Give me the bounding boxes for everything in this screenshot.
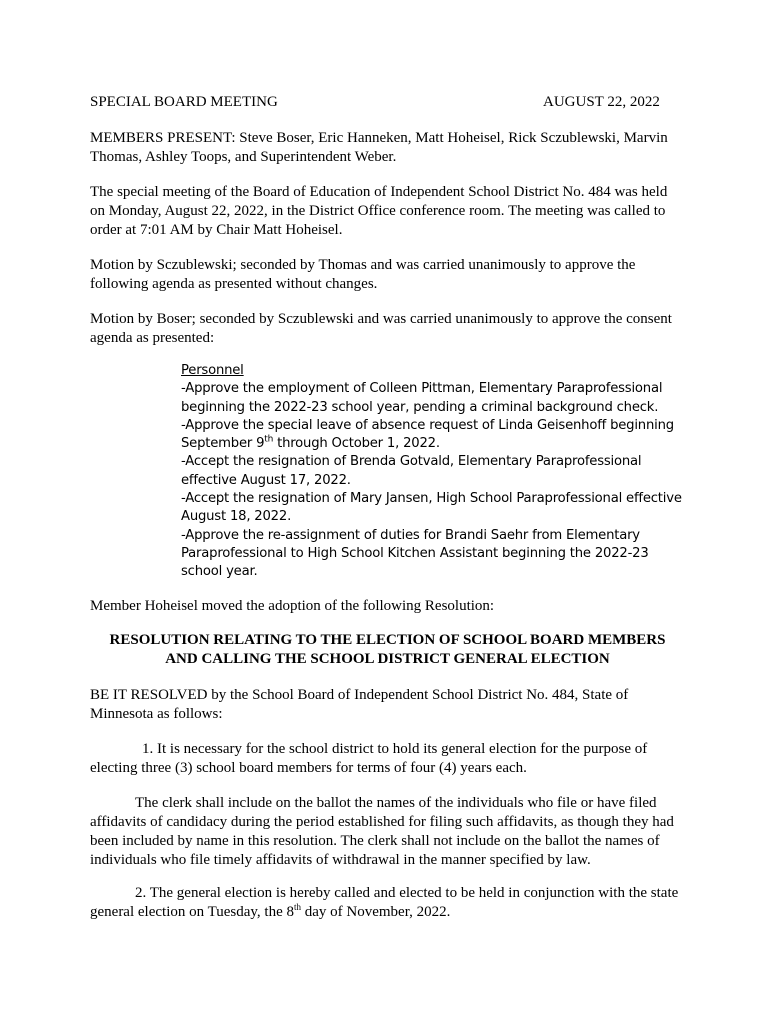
members-present: MEMBERS PRESENT: Steve Boser, Eric Hanneken, Matt Hoheisel, Rick Sczublewski, Marvin Thomas, Ashley Toops, and Superintendent Weber. <box>90 130 668 165</box>
consent-item-4: -Accept the resignation of Mary Jansen, High School Paraprofessional effective August 18, 2022. <box>181 491 682 525</box>
resolution-point-2 <box>90 884 685 922</box>
meeting-date: AUGUST 22, 2022 <box>543 94 660 110</box>
intro-paragraph: The special meeting of the Board of Education of Independent School District No. 484 was held on Monday, August 22, 2022, in the District Office conference room. The meeting was called to order at 7:01 AM by Chair Matt Hoheisel. <box>90 184 668 238</box>
motion-consent: Motion by Boser; seconded by Sczublewski and was carried unanimously to approve the consent agenda as presented: <box>90 311 672 346</box>
point-2-text: 2. The general election is hereby called and elected to be held in conjunction with the state general election on Tuesday, the 8 <box>90 885 679 920</box>
consent-item-2 <box>181 417 691 454</box>
consent-item-2-sup: th <box>264 434 274 445</box>
resolution-title-line-2: AND CALLING THE SCHOOL DISTRICT GENERAL ELECTION <box>165 651 610 667</box>
consent-heading: Personnel <box>181 363 244 378</box>
clerk-paragraph: The clerk shall include on the ballot the names of the individuals who file or have filed affidavits of candidacy during the period established for filing such affidavits, as though they had been included by name in this resolution. The clerk shall not include on the ballot the names of individuals who file timely affidavits of withdrawal in the manner specified by law. <box>90 795 674 868</box>
meeting-type: SPECIAL BOARD MEETING <box>90 94 278 110</box>
consent-agenda <box>181 362 691 582</box>
consent-item-1: -Approve the employment of Colleen Pittman, Elementary Paraprofessional beginning the 2022-23 school year, pending a criminal background check. <box>181 381 663 415</box>
consent-item-2-end: through October 1, 2022. <box>273 436 440 452</box>
point-2-sup: th <box>293 902 301 912</box>
resolved-paragraph: BE IT RESOLVED by the School Board of Independent School District No. 484, State of Minnesota as follows: <box>90 687 629 722</box>
motion-agenda: Motion by Sczublewski; seconded by Thomas and was carried unanimously to approve the following agenda as presented without changes. <box>90 257 636 292</box>
consent-item-3: -Accept the resignation of Brenda Gotvald, Elementary Paraprofessional effective August 17, 2022. <box>181 454 642 488</box>
resolution-title <box>90 631 685 669</box>
consent-item-5: -Approve the re-assignment of duties for Brandi Saehr from Elementary Paraprofessional to High School Kitchen Assistant beginning the 2022-23 school year. <box>181 527 649 580</box>
member-motion: Member Hoheisel moved the adoption of the following Resolution: <box>90 598 495 614</box>
point-2-end: day of November, 2022. <box>301 904 451 920</box>
resolution-point-1: 1. It is necessary for the school district to hold its general election for the purpose of electing three (3) school board members for terms of four (4) years each. <box>90 741 648 776</box>
consent-item-2-text: -Approve the special leave of absence request of Linda Geisenhoff beginning September 9 <box>181 417 674 452</box>
resolution-title-line-1: RESOLUTION RELATING TO THE ELECTION OF SCHOOL BOARD MEMBERS <box>109 632 666 648</box>
